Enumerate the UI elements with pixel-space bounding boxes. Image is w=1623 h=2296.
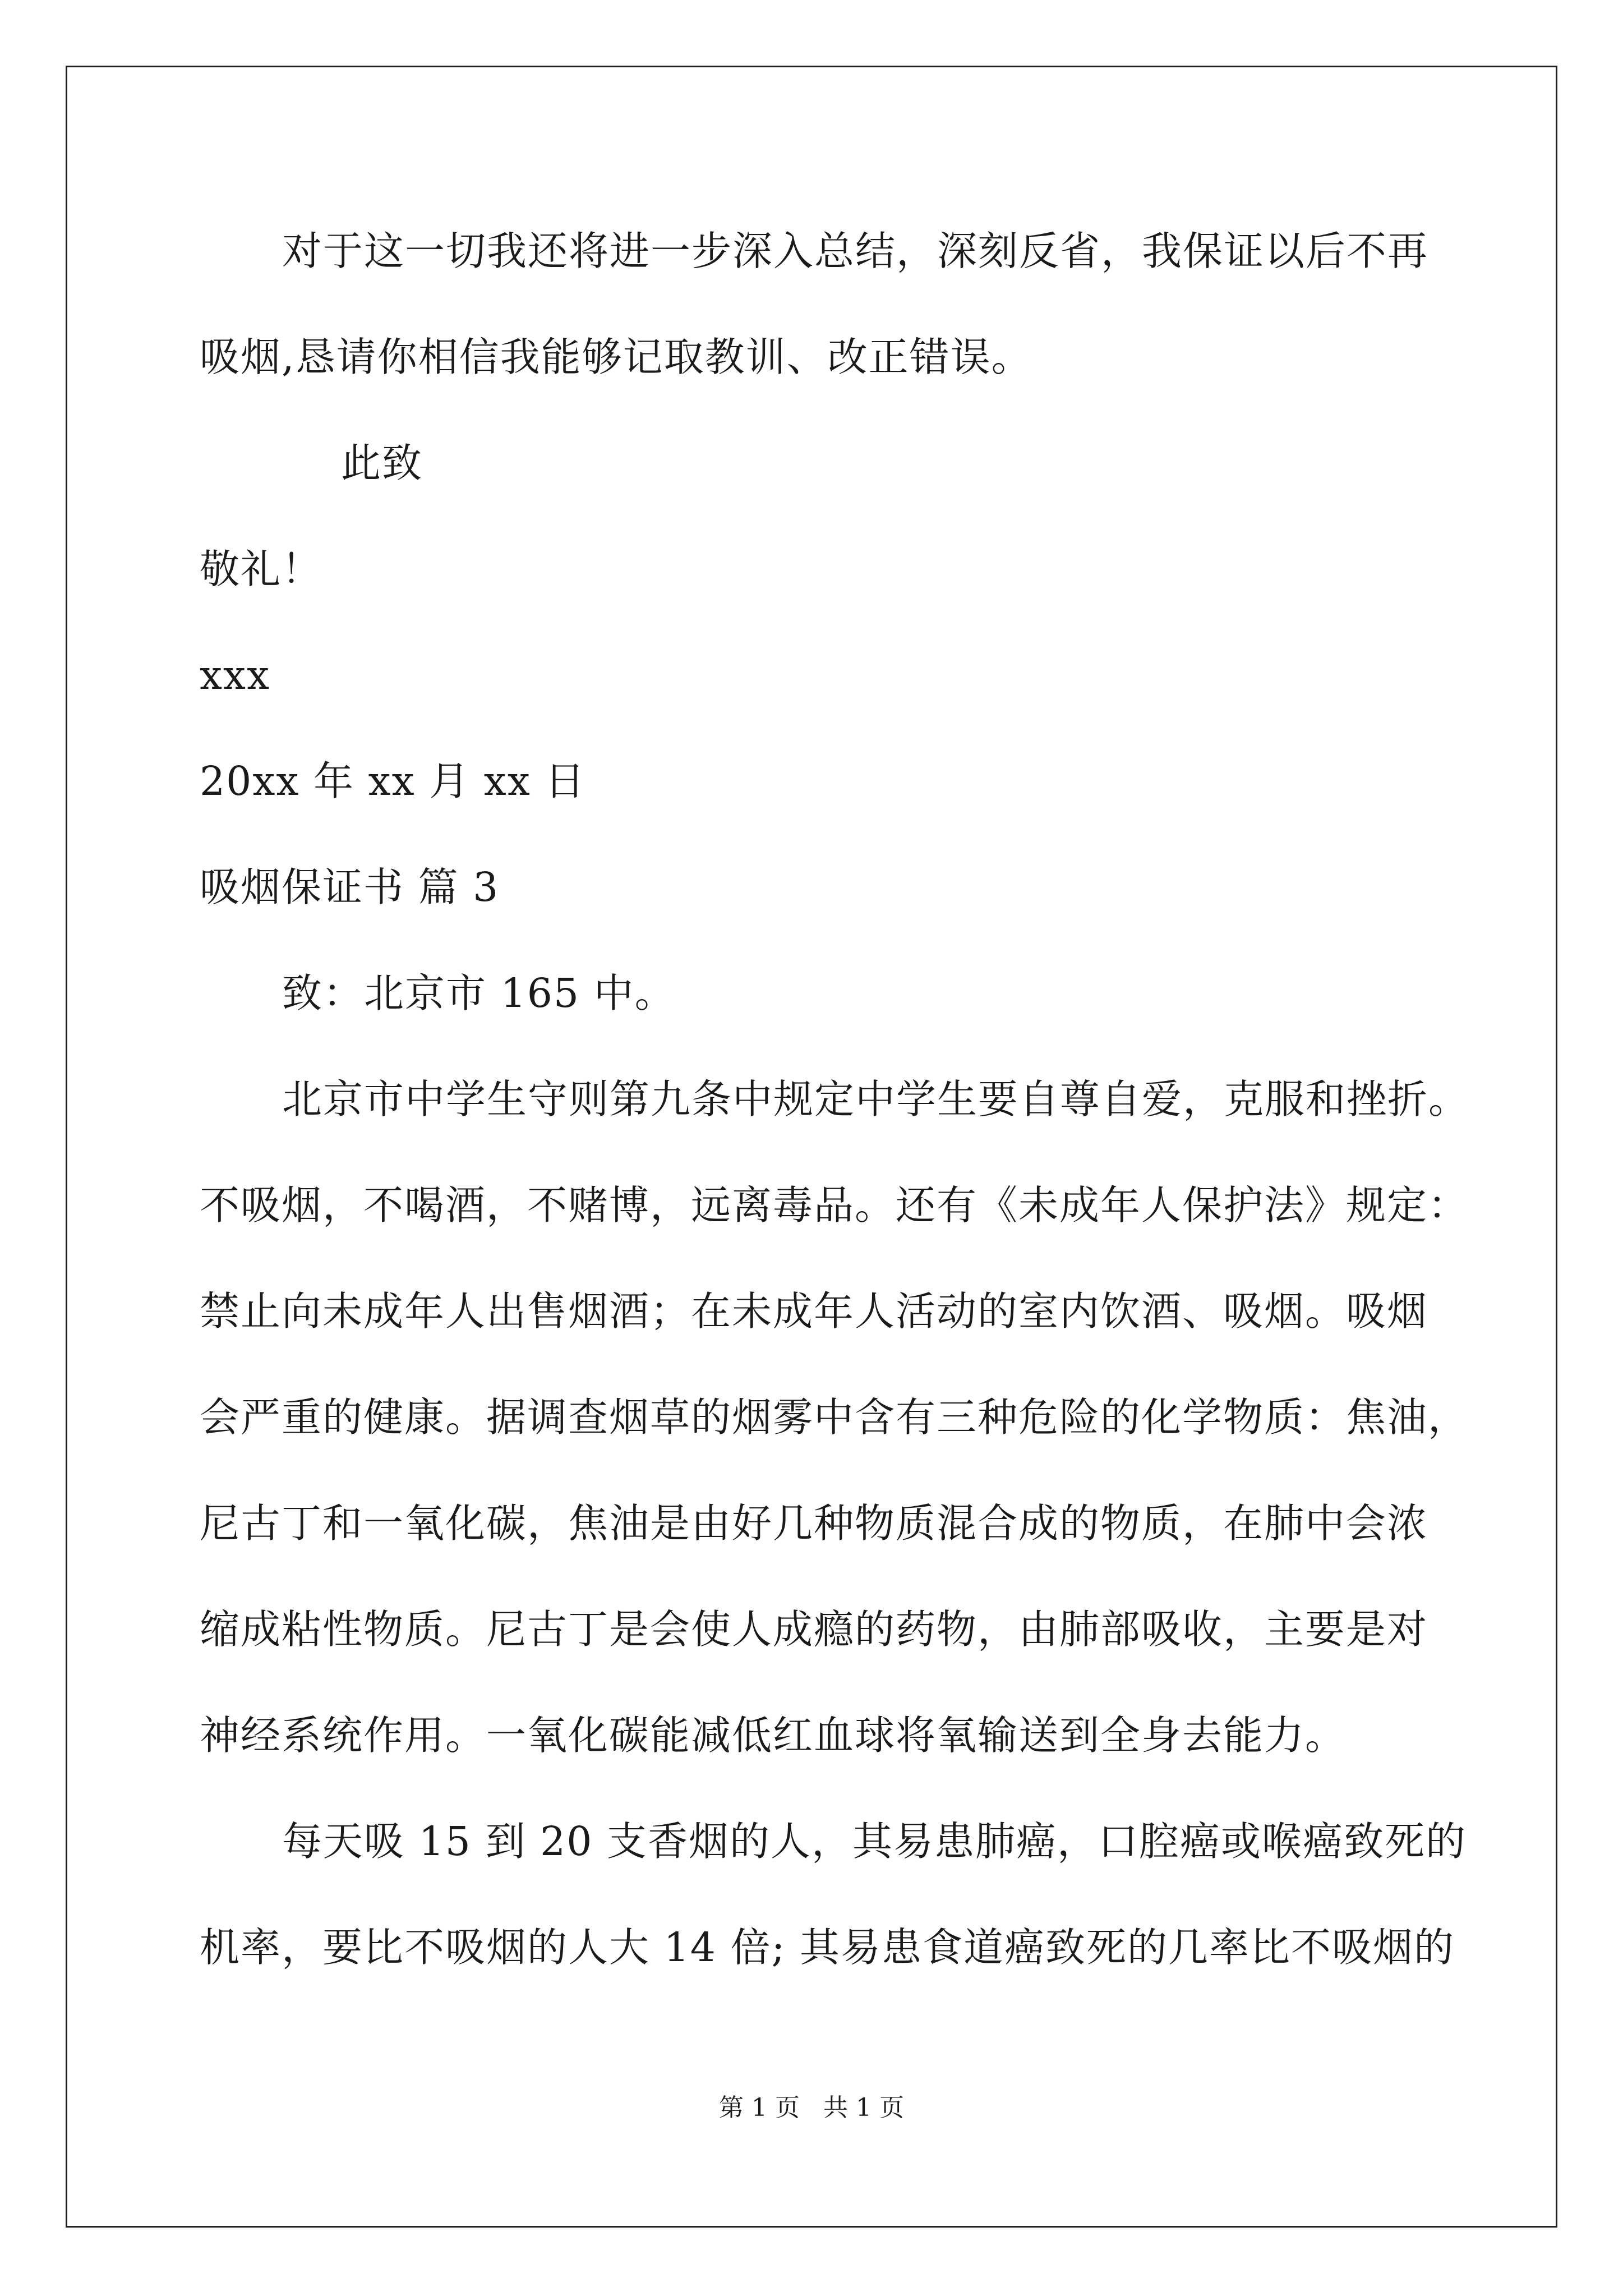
text-line: 吸烟,恳请你相信我能够记取教训、改正错误。 — [200, 334, 1032, 380]
addressee: 致：北京市 165 中。 — [282, 970, 676, 1016]
text-line: 会严重的健康。据调查烟草的烟雾中含有三种危险的化学物质：焦油， — [200, 1394, 1469, 1441]
text-line: 机率，要比不吸烟的人大 14 倍; 其易患食道癌致死的几率比不吸烟的 — [200, 1924, 1455, 1971]
text-line: 尼古丁和一氧化碳，焦油是由好几种物质混合成的物质，在肺中会浓 — [200, 1500, 1428, 1547]
signature-date: 20xx 年 xx 月 xx 日 — [200, 758, 586, 804]
text-line: 对于这一切我还将进一步深入总结，深刻反省，我保证以后不再 — [282, 228, 1429, 274]
text-line: 禁止向未成年人出售烟酒；在未成年人活动的室内饮酒、吸烟。吸烟 — [200, 1288, 1428, 1335]
text-line: 缩成粘性物质。尼古丁是会使人成瘾的药物，由肺部吸收，主要是对 — [200, 1606, 1428, 1653]
text-line: 北京市中学生守则第九条中规定中学生要自尊自爱，克服和挫折。 — [282, 1076, 1470, 1122]
signature-name: xxx — [200, 652, 271, 698]
page-footer: 第 1 页 共 1 页 — [719, 2093, 904, 2122]
closing-salutation: 此致 — [341, 440, 423, 486]
text-line: 神经系统作用。一氧化碳能减低红血球将氧输送到全身去能力。 — [200, 1712, 1347, 1759]
text-line: 每天吸 15 到 20 支香烟的人，其易患肺癌，口腔癌或喉癌致死的 — [282, 1818, 1467, 1865]
closing-respect: 敬礼！ — [200, 546, 323, 592]
text-line: 不吸烟，不喝酒，不赌博，远离毒品。还有《未成年人保护法》规定： — [200, 1182, 1469, 1228]
section-heading: 吸烟保证书 篇 3 — [200, 864, 500, 910]
page-border — [66, 66, 1557, 2228]
